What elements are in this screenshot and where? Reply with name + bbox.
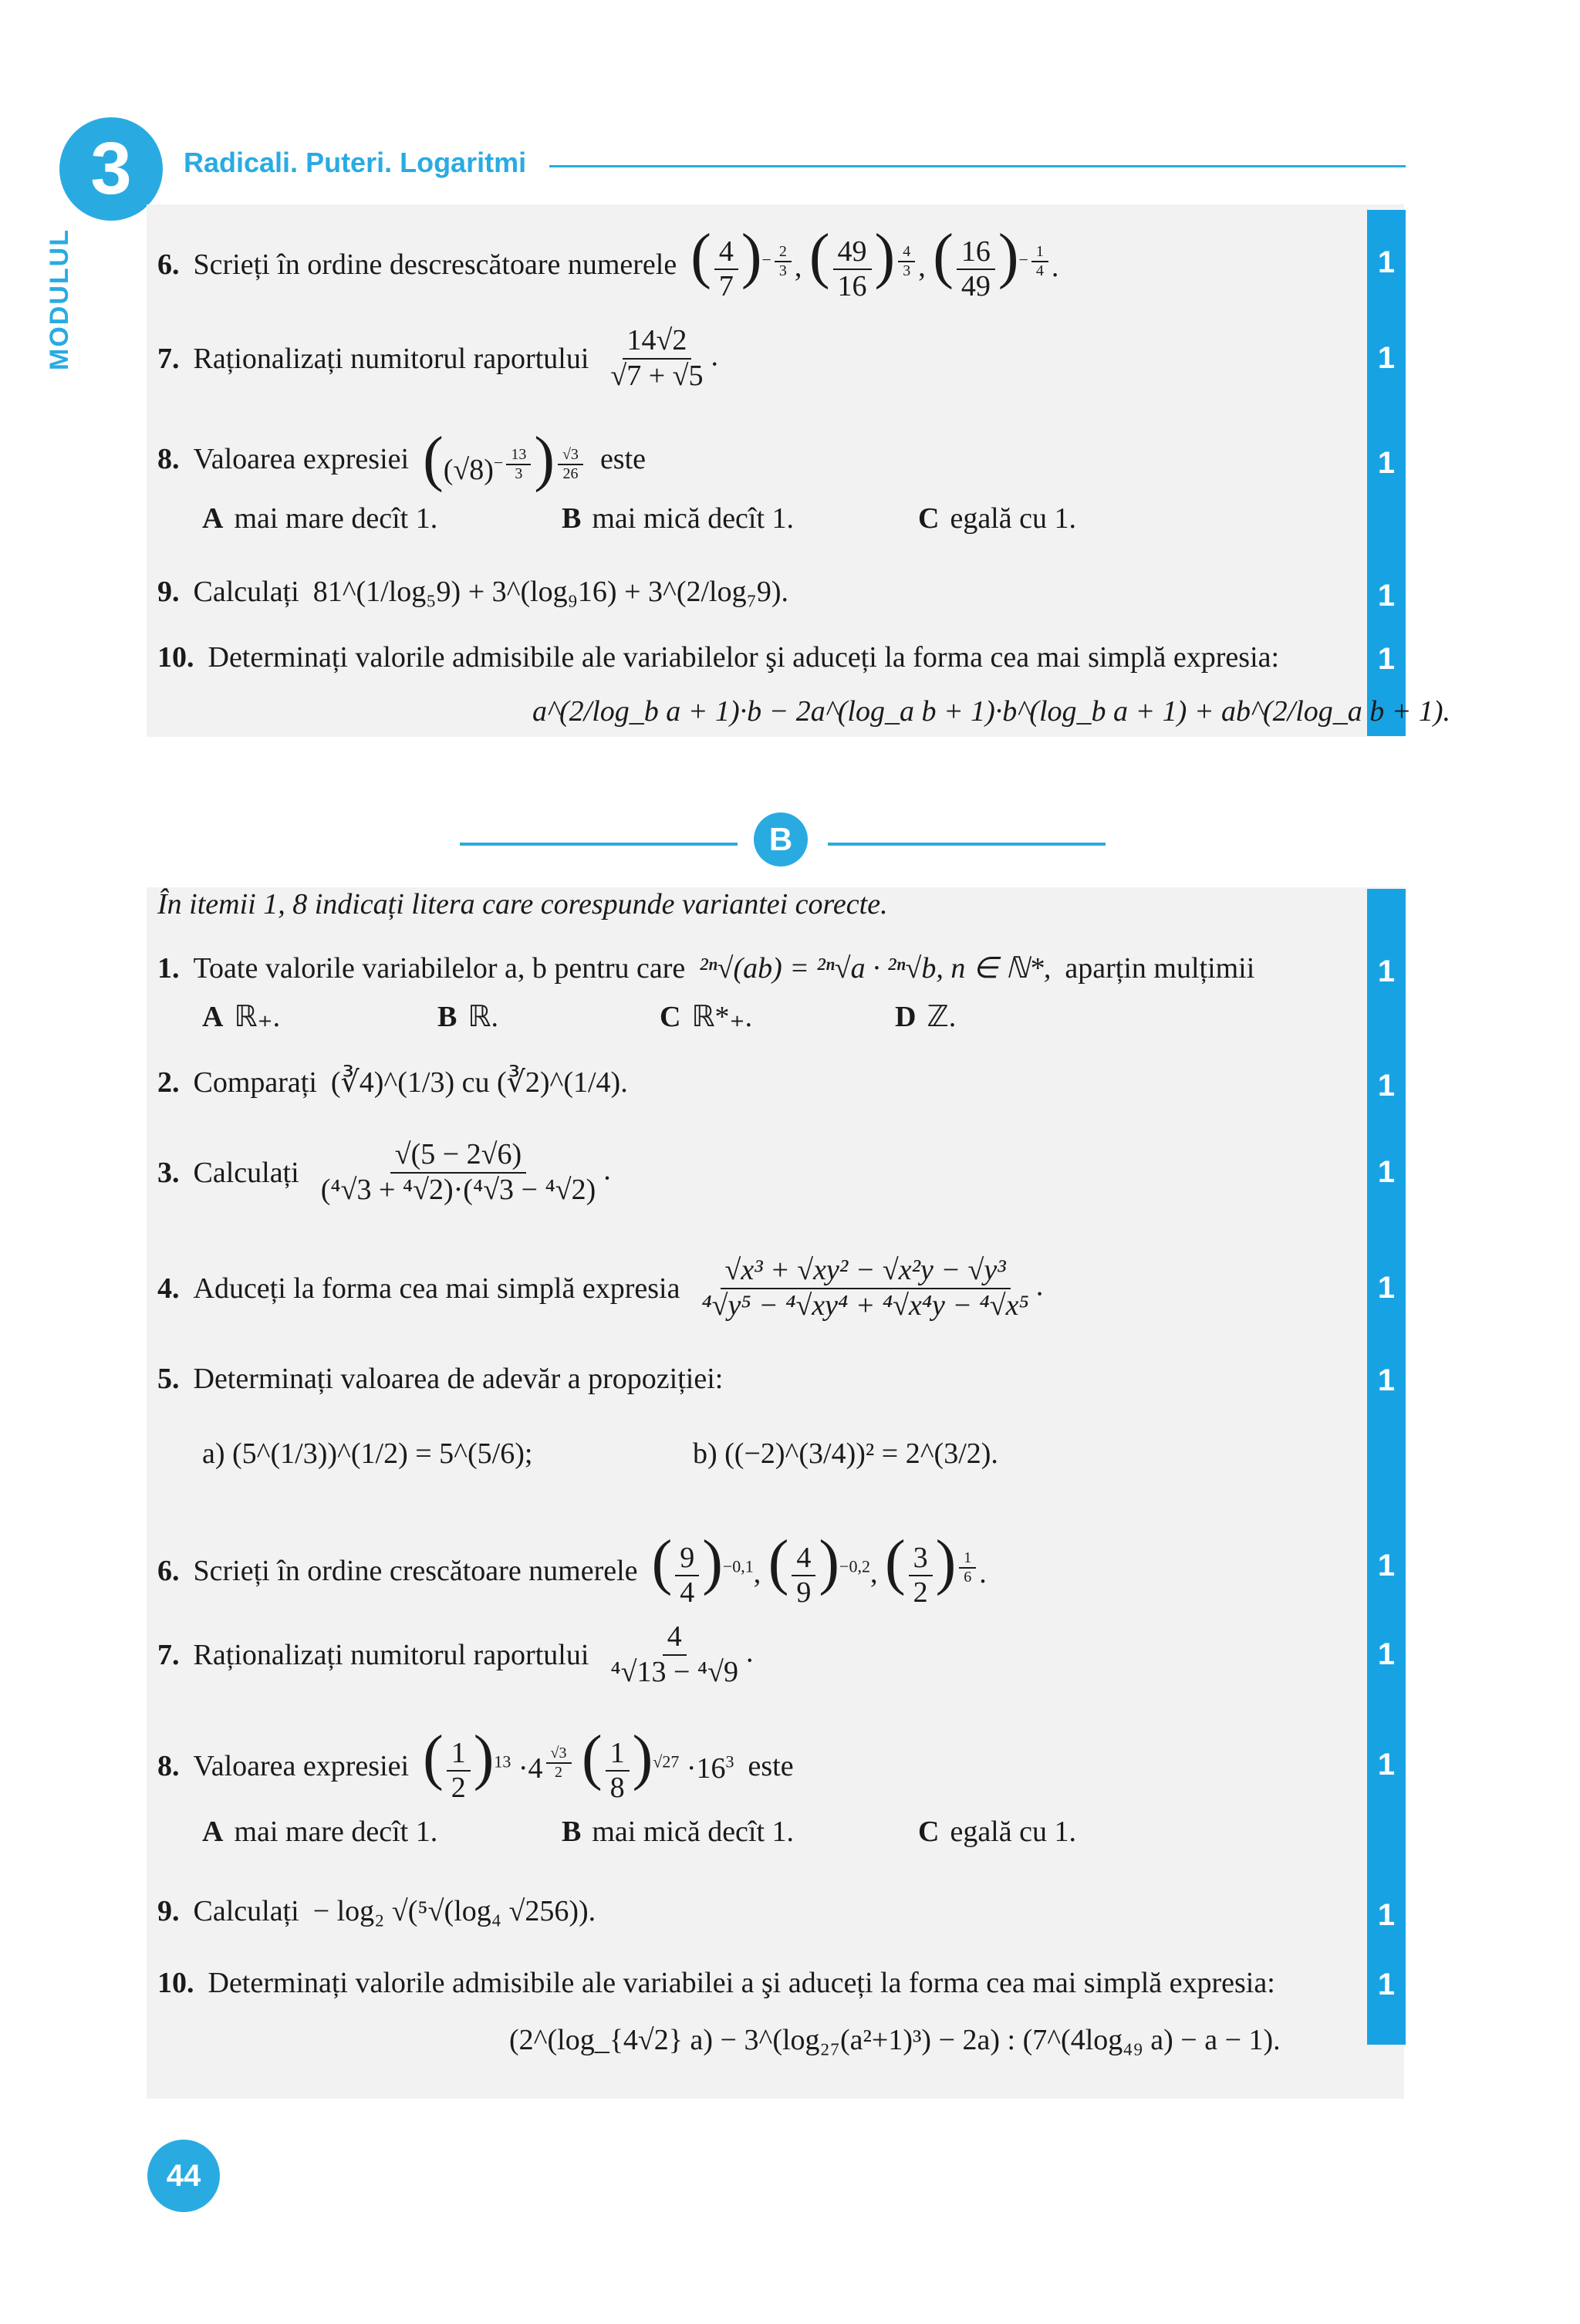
exercise-number: 6. bbox=[157, 248, 180, 281]
exercise-a6 bbox=[157, 222, 1059, 304]
option-c: C ℝ*₊. bbox=[660, 1001, 753, 1033]
exercise-number: 5. bbox=[157, 1363, 180, 1395]
exercise-text: Calculați bbox=[193, 1156, 299, 1189]
exercise-b2 bbox=[157, 1065, 628, 1100]
exercise-number: 8. bbox=[157, 1749, 180, 1782]
exercise-text: Toate valorile variabilelor a, b pentru care bbox=[193, 951, 686, 985]
score-b3: 1 bbox=[1377, 1155, 1396, 1189]
score-b7: 1 bbox=[1377, 1637, 1396, 1671]
score-a10: 1 bbox=[1377, 642, 1396, 676]
exercise-b3 bbox=[157, 1138, 611, 1207]
part-a: a) (5^(1/3))^(1/2) = 5^(5/6); bbox=[202, 1437, 533, 1470]
score-b4: 1 bbox=[1377, 1271, 1396, 1305]
exercise-formula: − log₂ √(⁵√(log₄ √256)). bbox=[312, 1895, 596, 1927]
score-b10: 1 bbox=[1377, 1968, 1396, 2001]
exercise-formula: (∛4)^(1/3) cu (∛2)^(1/4). bbox=[330, 1066, 628, 1099]
exercise-b10-formula: (2^(log_{4√2} a) − 3^(log₂₇(a²+1)³) − 2a) : (7^(4log₄₉ a) − a − 1). bbox=[509, 2024, 1281, 2056]
exercise-number: 7. bbox=[157, 342, 180, 375]
exercise-text: Scrieți în ordine descrescătoare numerele bbox=[193, 248, 677, 281]
exercise-a7 bbox=[157, 324, 718, 393]
section-divider-right bbox=[828, 843, 1106, 846]
page-number: 44 bbox=[147, 2140, 220, 2212]
score-a9: 1 bbox=[1377, 579, 1396, 613]
option-d: D ℤ. bbox=[895, 1001, 957, 1033]
exercise-b1 bbox=[157, 951, 1254, 985]
exercise-text: Determinați valorile admisibile ale variabilelor şi aduceți la forma cea mai simplă expresia: bbox=[208, 641, 1280, 674]
exercise-text: Raționalizați numitorul raportului bbox=[193, 342, 589, 375]
exercise-text: Scrieți în ordine crescătoare numerele bbox=[193, 1554, 638, 1587]
option-a: A mai mare decît 1. bbox=[202, 502, 438, 535]
score-a8: 1 bbox=[1377, 446, 1396, 480]
exercise-number: 9. bbox=[157, 1895, 180, 1927]
score-b1: 1 bbox=[1377, 954, 1396, 988]
exercise-number: 6. bbox=[157, 1554, 180, 1587]
exercise-formula: $\frac{4}{\text{⁴√13 − ⁴√9}}$ . bbox=[610, 1620, 754, 1688]
exercise-formula: $\frac{14√2}{√7 + √5}$ . bbox=[610, 324, 719, 392]
exercise-number: 8. bbox=[157, 443, 180, 475]
exercise-number: 4. bbox=[157, 1272, 180, 1305]
score-a7: 1 bbox=[1377, 341, 1396, 375]
option-a: A mai mare decît 1. bbox=[202, 1816, 438, 1848]
exercise-b8 bbox=[157, 1724, 794, 1805]
exercise-formula: ( $\frac{9}{4}$ )$^{-0,1}$, ( $\frac{4}{9}$ )$^{-0,2}$, ( $\frac{3}{2}$ ) $^{\frac{1}{6}}$ . bbox=[651, 1529, 987, 1610]
score-bar-b bbox=[1367, 889, 1406, 2045]
section-b-badge: B bbox=[754, 812, 808, 866]
exercise-number: 3. bbox=[157, 1156, 180, 1189]
score-a6: 1 bbox=[1377, 245, 1396, 279]
exercise-b4 bbox=[157, 1254, 1044, 1322]
score-b2: 1 bbox=[1377, 1069, 1396, 1103]
header-rule bbox=[549, 165, 1406, 167]
module-label: MODULUL bbox=[45, 228, 74, 370]
exercise-text-after: este bbox=[748, 1749, 794, 1782]
exercise-a10 bbox=[157, 640, 1279, 674]
exercise-number: 10. bbox=[157, 1967, 194, 1999]
exercise-formula: ($(√8)^{- \frac{13}{3}}$ ) $^{\frac{√3}{26}}$ bbox=[423, 428, 586, 490]
score-b6: 1 bbox=[1377, 1549, 1396, 1583]
option-b: B ℝ. bbox=[437, 1001, 498, 1033]
option-b: B mai mică decît 1. bbox=[562, 1816, 795, 1848]
exercise-b10 bbox=[157, 1966, 1275, 2000]
exercise-b5 bbox=[157, 1362, 723, 1396]
exercise-formula: $\frac{√(5 - 2√6)}{\text{(⁴√3 + ⁴√2)·(⁴√3 − ⁴√2)}}$ . bbox=[320, 1138, 611, 1206]
exercise-text: Aduceți la forma cea mai simplă expresia bbox=[193, 1272, 680, 1305]
exercise-formula: 81^(1/log₅9) + 3^(log₉16) + 3^(2/log₇9). bbox=[312, 576, 788, 608]
exercise-number: 9. bbox=[157, 576, 180, 608]
exercise-b9 bbox=[157, 1894, 596, 1928]
exercise-formula: ( $\frac{4}{7}$ )$^{- \frac{2}{3}}$ , ( $\frac{49}{16}$ ) $^{\frac{4}{3}}$ , ( $\frac{16}{49}$ )$^{- \frac{1}{4}}$ . bbox=[690, 222, 1059, 303]
exercise-a9 bbox=[157, 575, 788, 609]
exercise-text-after: aparțin mulțimii bbox=[1065, 951, 1255, 985]
exercise-number: 1. bbox=[157, 951, 180, 985]
exercise-number: 7. bbox=[157, 1638, 180, 1671]
module-number-badge: 3 bbox=[59, 117, 163, 221]
exercise-text-after: este bbox=[599, 443, 647, 475]
option-c: C egală cu 1. bbox=[918, 502, 1076, 535]
exercise-text: Determinați valoarea de adevăr a propoziției: bbox=[193, 1363, 724, 1395]
exercise-number: 2. bbox=[157, 1066, 180, 1099]
part-b: b) ((−2)^(3/4))² = 2^(3/2). bbox=[693, 1437, 998, 1470]
exercise-formula: ²ⁿ√(ab) = ²ⁿ√a · ²ⁿ√b, n ∈ ℕ*, bbox=[699, 952, 1052, 985]
exercise-a8 bbox=[157, 425, 647, 493]
option-b: B mai mică decît 1. bbox=[562, 502, 795, 535]
score-b9: 1 bbox=[1377, 1898, 1396, 1932]
exercise-text: Calculați bbox=[193, 1895, 299, 1927]
exercise-b6 bbox=[157, 1529, 987, 1610]
score-b5: 1 bbox=[1377, 1363, 1396, 1397]
exercise-text: Determinați valorile admisibile ale variabilei a şi aduceți la forma cea mai simplă expresia: bbox=[208, 1967, 1275, 1999]
exercise-text: Comparați bbox=[193, 1066, 317, 1099]
section-b-instruction: În itemii 1, 8 indicați litera care corespunde variantei corecte. bbox=[157, 888, 888, 920]
exercise-text: Raționalizați numitorul raportului bbox=[193, 1638, 589, 1671]
exercise-a10-formula: a^(2/log_b a + 1)·b − 2a^(log_a b + 1)·b^(log_b a + 1) + ab^(2/log_a b + 1). bbox=[532, 695, 1451, 728]
exercise-b7 bbox=[157, 1620, 754, 1689]
exercise-text: Calculați bbox=[193, 576, 299, 608]
score-b8: 1 bbox=[1377, 1748, 1396, 1782]
exercise-number: 10. bbox=[157, 641, 194, 674]
exercise-text: Valoarea expresiei bbox=[193, 1749, 410, 1782]
exercise-text: Valoarea expresiei bbox=[193, 443, 410, 475]
exercise-formula: ( $\frac{1}{2}$ )$^{13}$ ·4 $^{\frac{√3}{2}}$ ( $\frac{1}{8}$ )$^{√27} \cdot 16^3$ bbox=[423, 1724, 734, 1805]
option-a: A ℝ₊. bbox=[202, 1001, 281, 1033]
exercise-formula: $\frac{\text{√x³ + √xy² − √x²y − √y³}}{\text{⁴√y⁵ − ⁴√xy⁴ + ⁴√x⁴y − ⁴√x⁵}}$ . bbox=[701, 1254, 1045, 1322]
chapter-title: Radicali. Puteri. Logaritmi bbox=[184, 147, 527, 178]
option-c: C egală cu 1. bbox=[918, 1816, 1076, 1848]
section-divider-left bbox=[460, 843, 738, 846]
